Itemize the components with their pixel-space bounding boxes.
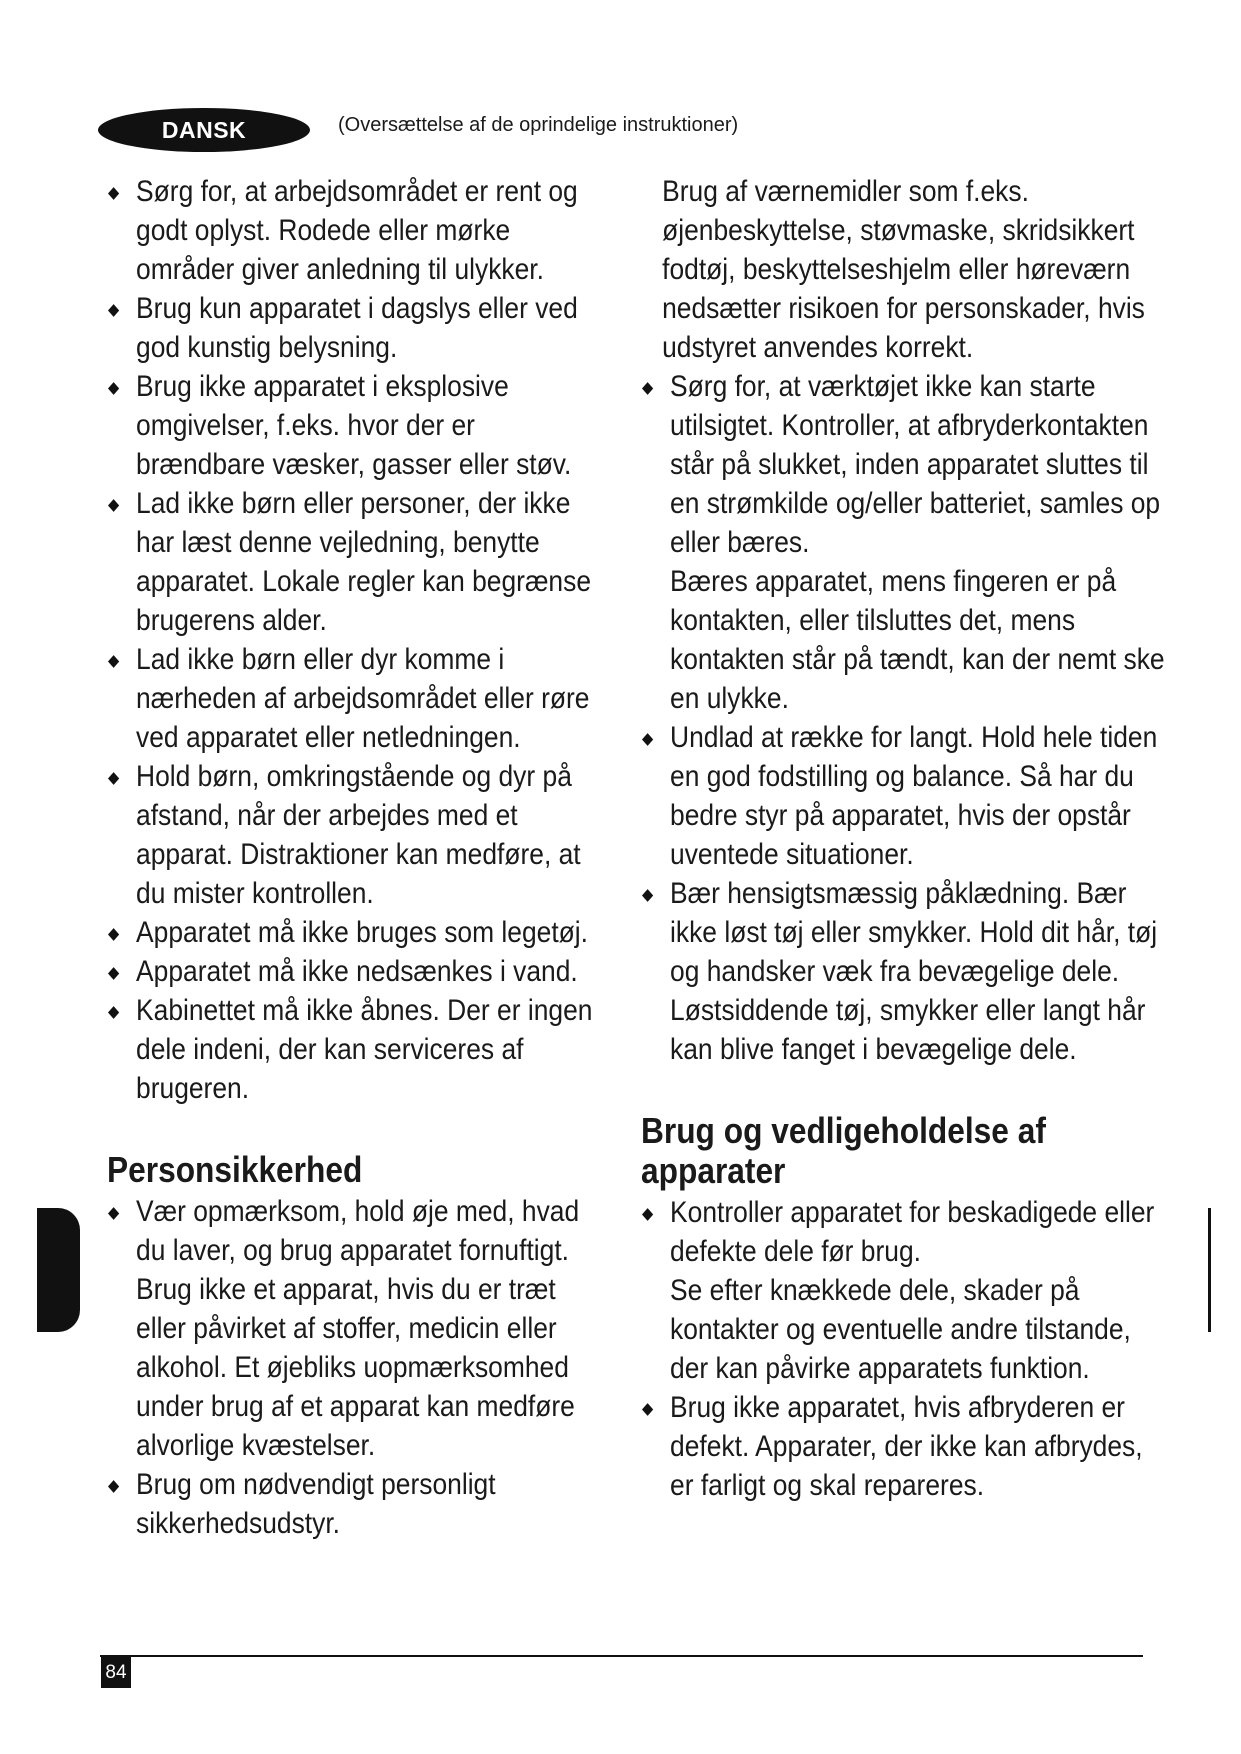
list-item <box>107 757 606 913</box>
list-item <box>107 991 606 1108</box>
list-item-extra: Bæres apparatet, mens fingeren er på kontakten, eller tilsluttes det, mens kontakten står på tændt, kan der nemt ske en ulykke. <box>670 565 1165 715</box>
bullet-icon <box>108 1480 119 1493</box>
bullet-icon <box>642 382 653 395</box>
continued-paragraph: Brug af værnemidler som f.eks. øjenbeskyttelse, støvmaske, skridsikkert fodtøj, beskyttelseshjelm eller høreværn nedsætter risikoen for personskader, hvis udstyret anvendes korrekt. <box>662 175 1145 364</box>
list-item-text: Sørg for, at værktøjet ikke kan starte utilsigtet. Kontroller, at afbryderkontakten står på slukket, inden apparatet sluttes til en strømkilde og/eller batteriet, samles op eller bæres. <box>670 370 1161 559</box>
page-number: 84 <box>101 1657 131 1688</box>
list-item-text: Sørg for, at arbejdsområdet er rent og godt oplyst. Rodede eller mørke områder giver anledning til ulykker. <box>136 175 578 286</box>
list-item <box>107 289 606 367</box>
list-item <box>107 952 606 991</box>
list-item <box>641 718 1169 874</box>
bullet-icon <box>108 1207 119 1220</box>
list-item-text: Bær hensigtsmæssig påklædning. Bær ikke løst tøj eller smykker. Hold dit hår, tøj og handsker væk fra bevægelige dele. Løstsiddende tøj, smykker eller langt hår kan blive fanget i bevægelige dele. <box>670 877 1158 1066</box>
left-column <box>107 172 606 1543</box>
list-item <box>641 874 1169 1069</box>
language-badge <box>98 108 310 152</box>
safety-list <box>107 172 606 1108</box>
list-item <box>107 1465 606 1543</box>
list-item <box>641 367 1169 718</box>
list-item-text: Brug om nødvendigt personligt sikkerhedsudstyr. <box>136 1468 496 1540</box>
bullet-icon <box>108 928 119 941</box>
list-item-text: Apparatet må ikke nedsænkes i vand. <box>136 955 578 988</box>
list-item-text: Lad ikke børn eller personer, der ikke har læst denne vejledning, benytte apparatet. Lokale regler kan begrænse brugerens alder. <box>136 487 592 637</box>
list-item-text: Brug ikke apparatet, hvis afbryderen er defekt. Apparater, der ikke kan afbrydes, er farligt og skal repareres. <box>670 1391 1143 1502</box>
list-item-text: Lad ikke børn eller dyr komme i nærheden af arbejdsområdet eller røre ved apparatet eller netledningen. <box>136 643 590 754</box>
bullet-icon <box>642 733 653 746</box>
bullet-icon <box>642 889 653 902</box>
bullet-icon <box>108 499 119 512</box>
bullet-icon <box>108 304 119 317</box>
list-item <box>107 1192 606 1465</box>
list-item-text: Brug ikke apparatet i eksplosive omgivelser, f.eks. hvor der er brændbare væsker, gasser eller støv. <box>136 370 572 481</box>
list-item <box>107 913 606 952</box>
bullet-icon <box>108 382 119 395</box>
section-edge-marker <box>1208 1208 1211 1332</box>
list-item-text: Apparatet må ikke bruges som legetøj. <box>136 916 588 949</box>
footer-rule <box>100 1655 1143 1657</box>
list-item <box>641 1193 1169 1388</box>
bullet-icon <box>642 1403 653 1416</box>
use-maintenance-list <box>641 1193 1169 1505</box>
list-item <box>107 484 606 640</box>
personal-safety-list <box>107 1192 606 1543</box>
list-item <box>107 367 606 484</box>
section-heading-personal-safety: Personsikkerhed <box>107 1149 363 1190</box>
bullet-icon <box>108 772 119 785</box>
list-item-text: Kontroller apparatet for beskadigede eller defekte dele før brug. <box>670 1196 1155 1268</box>
list-item-extra: Se efter knækkede dele, skader på kontakter og eventuelle andre tilstande, der kan påvirke apparatets funktion. <box>670 1274 1131 1385</box>
list-item <box>641 1388 1169 1505</box>
right-column <box>641 172 1169 1505</box>
translation-note: (Oversættelse af de oprindelige instruktioner) <box>338 114 739 136</box>
bullet-icon <box>642 1208 653 1221</box>
bullet-icon <box>108 655 119 668</box>
list-item-text: Hold børn, omkringstående og dyr på afstand, når der arbejdes med et apparat. Distraktioner kan medføre, at du mister kontrollen. <box>136 760 581 910</box>
list-item <box>107 640 606 757</box>
bullet-icon <box>108 967 119 980</box>
section-tab-marker <box>37 1208 80 1332</box>
bullet-icon <box>108 1006 119 1019</box>
list-item-text: Vær opmærksom, hold øje med, hvad du laver, og brug apparatet fornuftigt. Brug ikke et apparat, hvis du er træt eller påvirket af stoffer, medicin eller alkohol. Et øjebliks uopmærksomhed under brug af et apparat kan medføre alvorlige kvæstelser. <box>136 1195 580 1462</box>
list-item-text: Brug kun apparatet i dagslys eller ved god kunstig belysning. <box>136 292 578 364</box>
list-item <box>107 172 606 289</box>
language-label: DANSK <box>161 116 247 143</box>
list-item-text: Kabinettet må ikke åbnes. Der er ingen dele indeni, der kan serviceres af brugeren. <box>136 994 593 1105</box>
list-item-text: Undlad at række for langt. Hold hele tiden en god fodstilling og balance. Så har du bedre styr på apparatet, hvis der opstår uventede situationer. <box>670 721 1158 871</box>
section-heading-use-maintenance: Brug og vedligeholdelse af apparater <box>641 1110 1046 1191</box>
bullet-icon <box>108 187 119 200</box>
safety-list-continued <box>641 367 1169 1069</box>
